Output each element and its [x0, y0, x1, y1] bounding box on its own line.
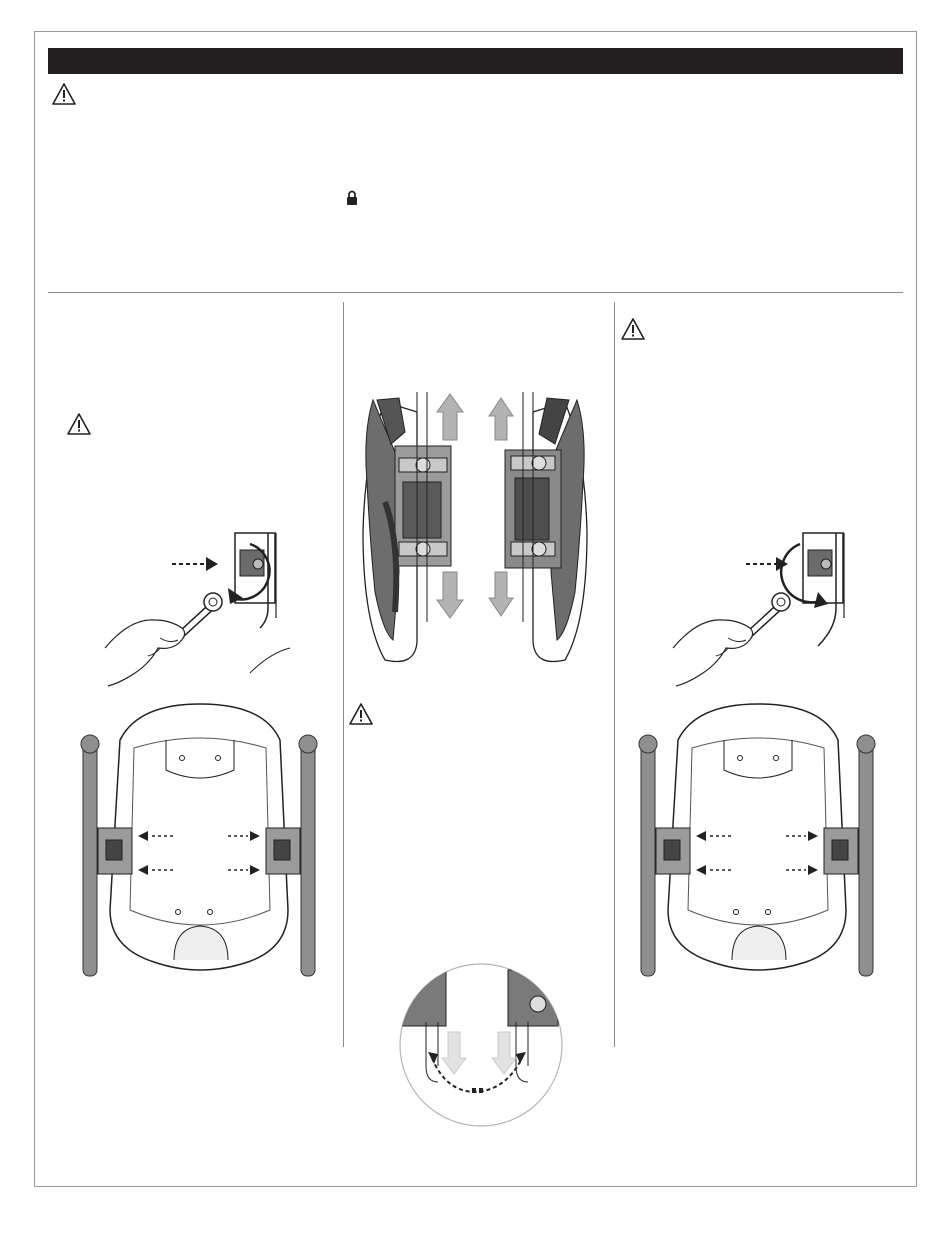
right-clamp [505, 392, 587, 662]
section-divider [48, 292, 903, 293]
left-clamp [363, 392, 451, 662]
lock-icon [346, 190, 358, 206]
warning-triangle-icon [621, 318, 645, 340]
wrench-adjust-illustration [668, 528, 868, 688]
wrench-adjust-illustration [100, 528, 300, 688]
seat-bracket-view-illustration [636, 700, 881, 980]
bracket-clamps-illustration [355, 392, 595, 664]
column-divider-right [614, 302, 615, 1047]
warning-triangle-icon [349, 703, 373, 725]
header-bar [48, 48, 903, 74]
column-divider-left [343, 302, 344, 1047]
warning-triangle-icon [52, 83, 76, 105]
slide-arrow-icon [206, 557, 218, 571]
warning-triangle-icon [67, 413, 91, 435]
seat-bracket-view-illustration [78, 700, 323, 980]
detail-callout-illustration [398, 962, 564, 1128]
